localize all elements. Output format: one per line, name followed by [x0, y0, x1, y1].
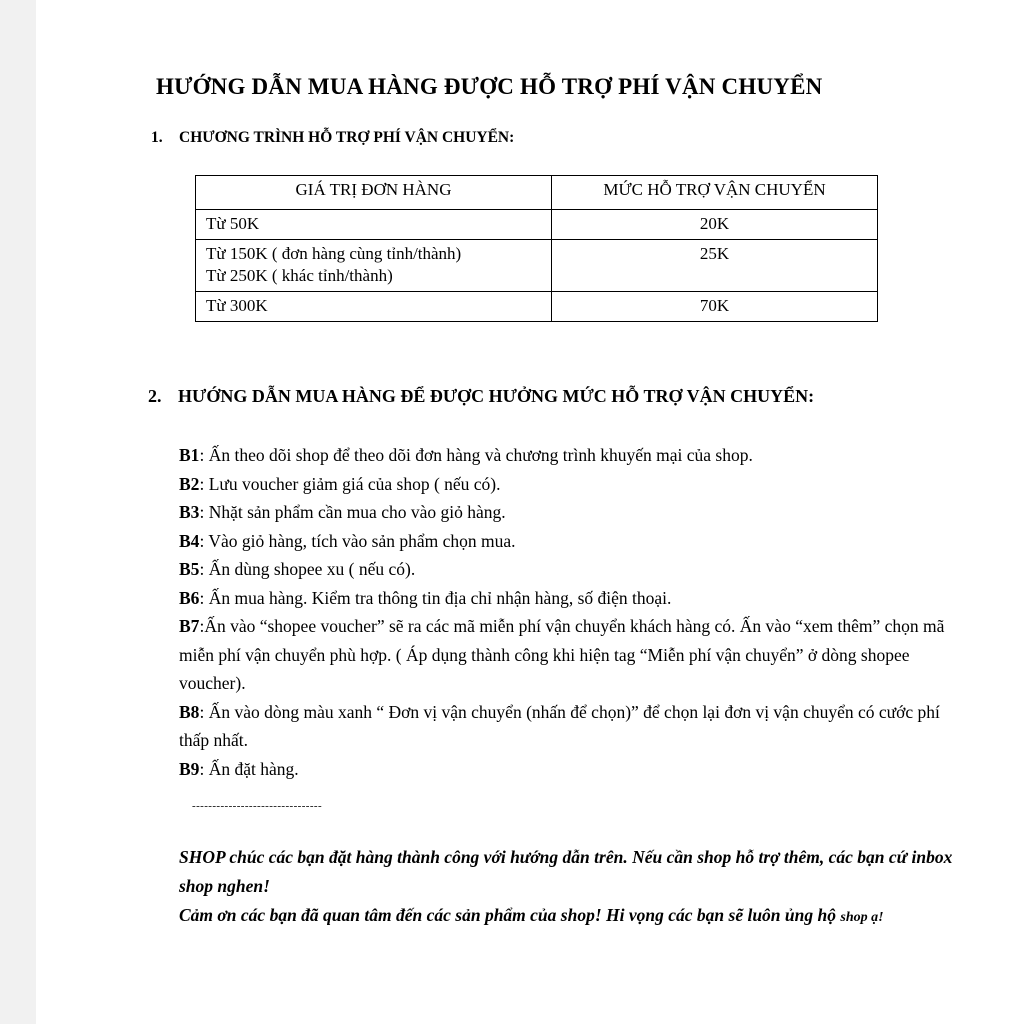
step-text: Nhặt sản phẩm cần mua cho vào giỏ hàng.	[208, 502, 506, 522]
step-text: Lưu voucher giảm giá của shop ( nếu có).	[208, 473, 501, 494]
step-text: Ấn theo dõi shop để theo dõi đơn hàng và chương trình khuyến mại của shop.	[208, 445, 753, 465]
closing-line-2-small: shop ạ!	[840, 910, 884, 925]
step-item	[179, 441, 959, 470]
step-label: B2	[179, 473, 200, 494]
step-item	[179, 584, 959, 613]
step-text: Ấn đặt hàng.	[208, 758, 299, 779]
page-title: HƯỚNG DẪN MUA HÀNG ĐƯỢC HỖ TRỢ PHÍ VẬN CHUYỂN	[156, 74, 823, 99]
table-cell-support: 25K	[552, 240, 878, 292]
step-text: Ấn mua hàng. Kiểm tra thông tin địa chỉ nhận hàng, số điện thoại.	[208, 587, 672, 608]
section-1-heading	[151, 129, 514, 147]
step-separator: :	[199, 473, 209, 494]
table-cell-support: 20K	[552, 210, 878, 240]
step-item	[179, 498, 959, 527]
table-cell-condition	[196, 292, 552, 322]
step-item	[179, 755, 959, 784]
step-separator: :	[199, 616, 205, 636]
section-2-title: HƯỚNG DẪN MUA HÀNG ĐỂ ĐƯỢC HƯỞNG MỨC HỖ TRỢ VẬN CHUYỂN:	[178, 386, 815, 406]
table-header-order-value: GIÁ TRỊ ĐƠN HÀNG	[196, 176, 552, 210]
document-page	[36, 0, 1024, 1024]
step-separator: :	[199, 530, 209, 551]
step-item	[179, 698, 959, 755]
step-text: Ấn vào “shopee voucher” sẽ ra các mã miễn phí vận chuyển khách hàng có. Ấn vào “xem thêm” chọn mã miễn phí vận chuyển phù hợp. ( Áp dụng thành công khi hiện tag “Miễn phí vận chuyển” ở dòng shopee voucher).	[179, 616, 945, 693]
table-header-row	[196, 176, 878, 210]
table-cell-condition	[196, 240, 552, 292]
closing-line-1: SHOP chúc các bạn đặt hàng thành công với hướng dẫn trên. Nếu cần shop hỗ trợ thêm, các bạn cứ inbox shop nghen!	[179, 847, 953, 896]
closing-line-2-text: Cảm ơn các bạn đã quan tâm đến các sản phẩm của shop! Hi vọng các bạn sẽ luôn ủng hộ	[179, 905, 836, 925]
section-1-title: CHƯƠNG TRÌNH HỖ TRỢ PHÍ VẬN CHUYỂN:	[179, 129, 515, 146]
section-2-heading	[148, 386, 814, 407]
left-margin-strip	[0, 0, 36, 1024]
step-text: Vào giỏ hàng, tích vào sản phẩm chọn mua.	[208, 530, 516, 551]
shipping-support-table	[195, 175, 878, 322]
condition-line: Từ 50K	[206, 214, 260, 233]
steps-list	[179, 441, 959, 783]
step-item	[179, 555, 959, 584]
step-separator: :	[199, 587, 209, 608]
step-separator: :	[199, 559, 209, 579]
table-cell-condition	[196, 210, 552, 240]
step-item	[179, 612, 959, 698]
closing-message	[179, 843, 959, 932]
step-label: B5	[179, 559, 200, 579]
step-label: B7	[179, 616, 200, 636]
table-cell-support: 70K	[552, 292, 878, 322]
step-label: B6	[179, 587, 200, 608]
section-2-number: 2.	[148, 386, 162, 406]
step-text: Ấn vào dòng màu xanh “ Đơn vị vận chuyển (nhấn để chọn)” để chọn lại đơn vị vận chuyển có cước phí thấp nhất.	[179, 701, 940, 750]
step-text: Ấn dùng shopee xu ( nếu có).	[208, 559, 416, 579]
section-1-number: 1.	[151, 129, 163, 146]
step-label: B9	[179, 758, 200, 779]
step-separator: :	[199, 445, 209, 465]
step-separator: :	[199, 758, 209, 779]
step-label: B3	[179, 502, 200, 522]
closing-line-2	[179, 901, 959, 932]
step-label: B1	[179, 445, 200, 465]
table-row	[196, 292, 878, 322]
step-separator: :	[199, 502, 209, 522]
dashed-separator: --------------------------------	[192, 800, 323, 812]
table-row	[196, 240, 878, 292]
step-item	[179, 470, 959, 499]
step-item	[179, 527, 959, 556]
table-header-shipping-support: MỨC HỖ TRỢ VẬN CHUYỂN	[552, 176, 878, 210]
condition-line: Từ 150K ( đơn hàng cùng tỉnh/thành)	[206, 244, 462, 263]
condition-line: Từ 300K	[206, 296, 268, 315]
step-label: B4	[179, 530, 200, 551]
condition-line: Từ 250K ( khác tỉnh/thành)	[206, 266, 393, 285]
step-separator: :	[199, 701, 209, 722]
table-row	[196, 210, 878, 240]
step-label: B8	[179, 701, 200, 722]
